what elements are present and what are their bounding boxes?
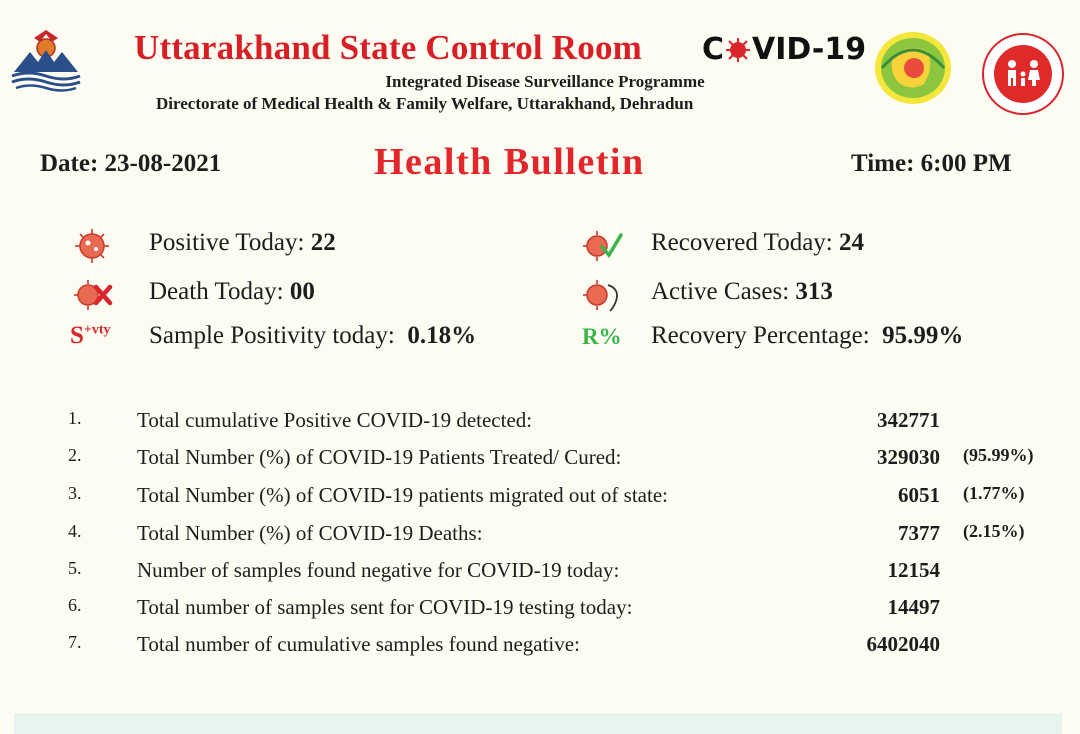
list-item	[0, 595, 1080, 631]
list-item-percent: (95.99%)	[963, 445, 1034, 465]
death-today: Death Today: 00	[149, 278, 315, 305]
bulletin-date: Date: 23-08-2021	[40, 150, 222, 177]
list-item	[0, 632, 1080, 668]
positive-virus-icon	[70, 226, 114, 266]
list-item-number: 3.	[68, 483, 82, 503]
list-item-number: 1.	[68, 408, 82, 428]
virus-icon	[725, 37, 751, 63]
subtitle-programme: Integrated Disease Surveillance Programme	[385, 72, 705, 91]
bulletin-time: Time: 6:00 PM	[851, 150, 1012, 177]
list-item-value: 6051	[898, 483, 940, 507]
list-item-label: Number of samples found negative for COVID-19 today:	[137, 558, 620, 582]
list-item-number: 4.	[68, 521, 82, 541]
list-item-label: Total number of samples sent for COVID-19 testing today:	[137, 595, 633, 619]
sample-positivity: Sample Positivity today: 0.18%	[149, 322, 477, 349]
list-item-percent: (2.15%)	[963, 521, 1025, 541]
list-item-value: 7377	[898, 521, 940, 545]
national-health-mission-logo	[975, 28, 1071, 118]
list-item-value: 6402040	[866, 632, 940, 656]
recovery-percentage-icon: R%	[582, 324, 622, 349]
list-item-number: 5.	[68, 558, 82, 578]
active-cases-icon	[580, 275, 624, 315]
list-item	[0, 445, 1080, 481]
list-item	[0, 483, 1080, 519]
death-icon	[70, 275, 114, 315]
recovered-today: Recovered Today: 24	[651, 229, 865, 256]
list-item-number: 2.	[68, 445, 82, 465]
list-item-number: 7.	[68, 632, 82, 652]
active-cases: Active Cases: 313	[651, 278, 833, 305]
idsp-logo	[870, 28, 956, 108]
sample-positivity-icon: $S^{+vty}$	[70, 322, 111, 349]
svg-text:⋯: ⋯	[1020, 108, 1026, 114]
list-item-value: 342771	[877, 408, 940, 432]
positive-today: Positive Today: 22	[149, 229, 336, 256]
page-title: Uttarakhand State Control Room	[134, 28, 642, 67]
list-item-label: Total Number (%) of COVID-19 Deaths:	[137, 521, 483, 545]
footer-band	[14, 714, 1062, 734]
list-item-label: Total Number (%) of COVID-19 patients migrated out of state:	[137, 483, 668, 507]
list-item-label: Total cumulative Positive COVID-19 detected:	[137, 408, 533, 432]
list-item-value: 14497	[887, 595, 940, 619]
list-item-value: 329030	[877, 445, 940, 469]
list-item-number: 6.	[68, 595, 82, 615]
covid-badge: C VID-19	[702, 32, 867, 67]
recovery-percentage: Recovery Percentage: 95.99%	[651, 322, 964, 349]
uttarakhand-govt-logo	[6, 26, 86, 112]
subtitle-directorate: Directorate of Medical Health & Family Welfare, Uttarakhand, Dehradun	[156, 94, 694, 113]
list-item-value: 12154	[887, 558, 940, 582]
list-item	[0, 521, 1080, 557]
recovered-icon	[580, 226, 624, 266]
list-item-label: Total Number (%) of COVID-19 Patients Treated/ Cured:	[137, 445, 622, 469]
list-item-percent: (1.77%)	[963, 483, 1025, 503]
list-item	[0, 558, 1080, 594]
list-item-label: Total number of cumulative samples found negative:	[137, 632, 580, 656]
list-item	[0, 408, 1080, 444]
bulletin-title: Health Bulletin	[374, 141, 645, 183]
